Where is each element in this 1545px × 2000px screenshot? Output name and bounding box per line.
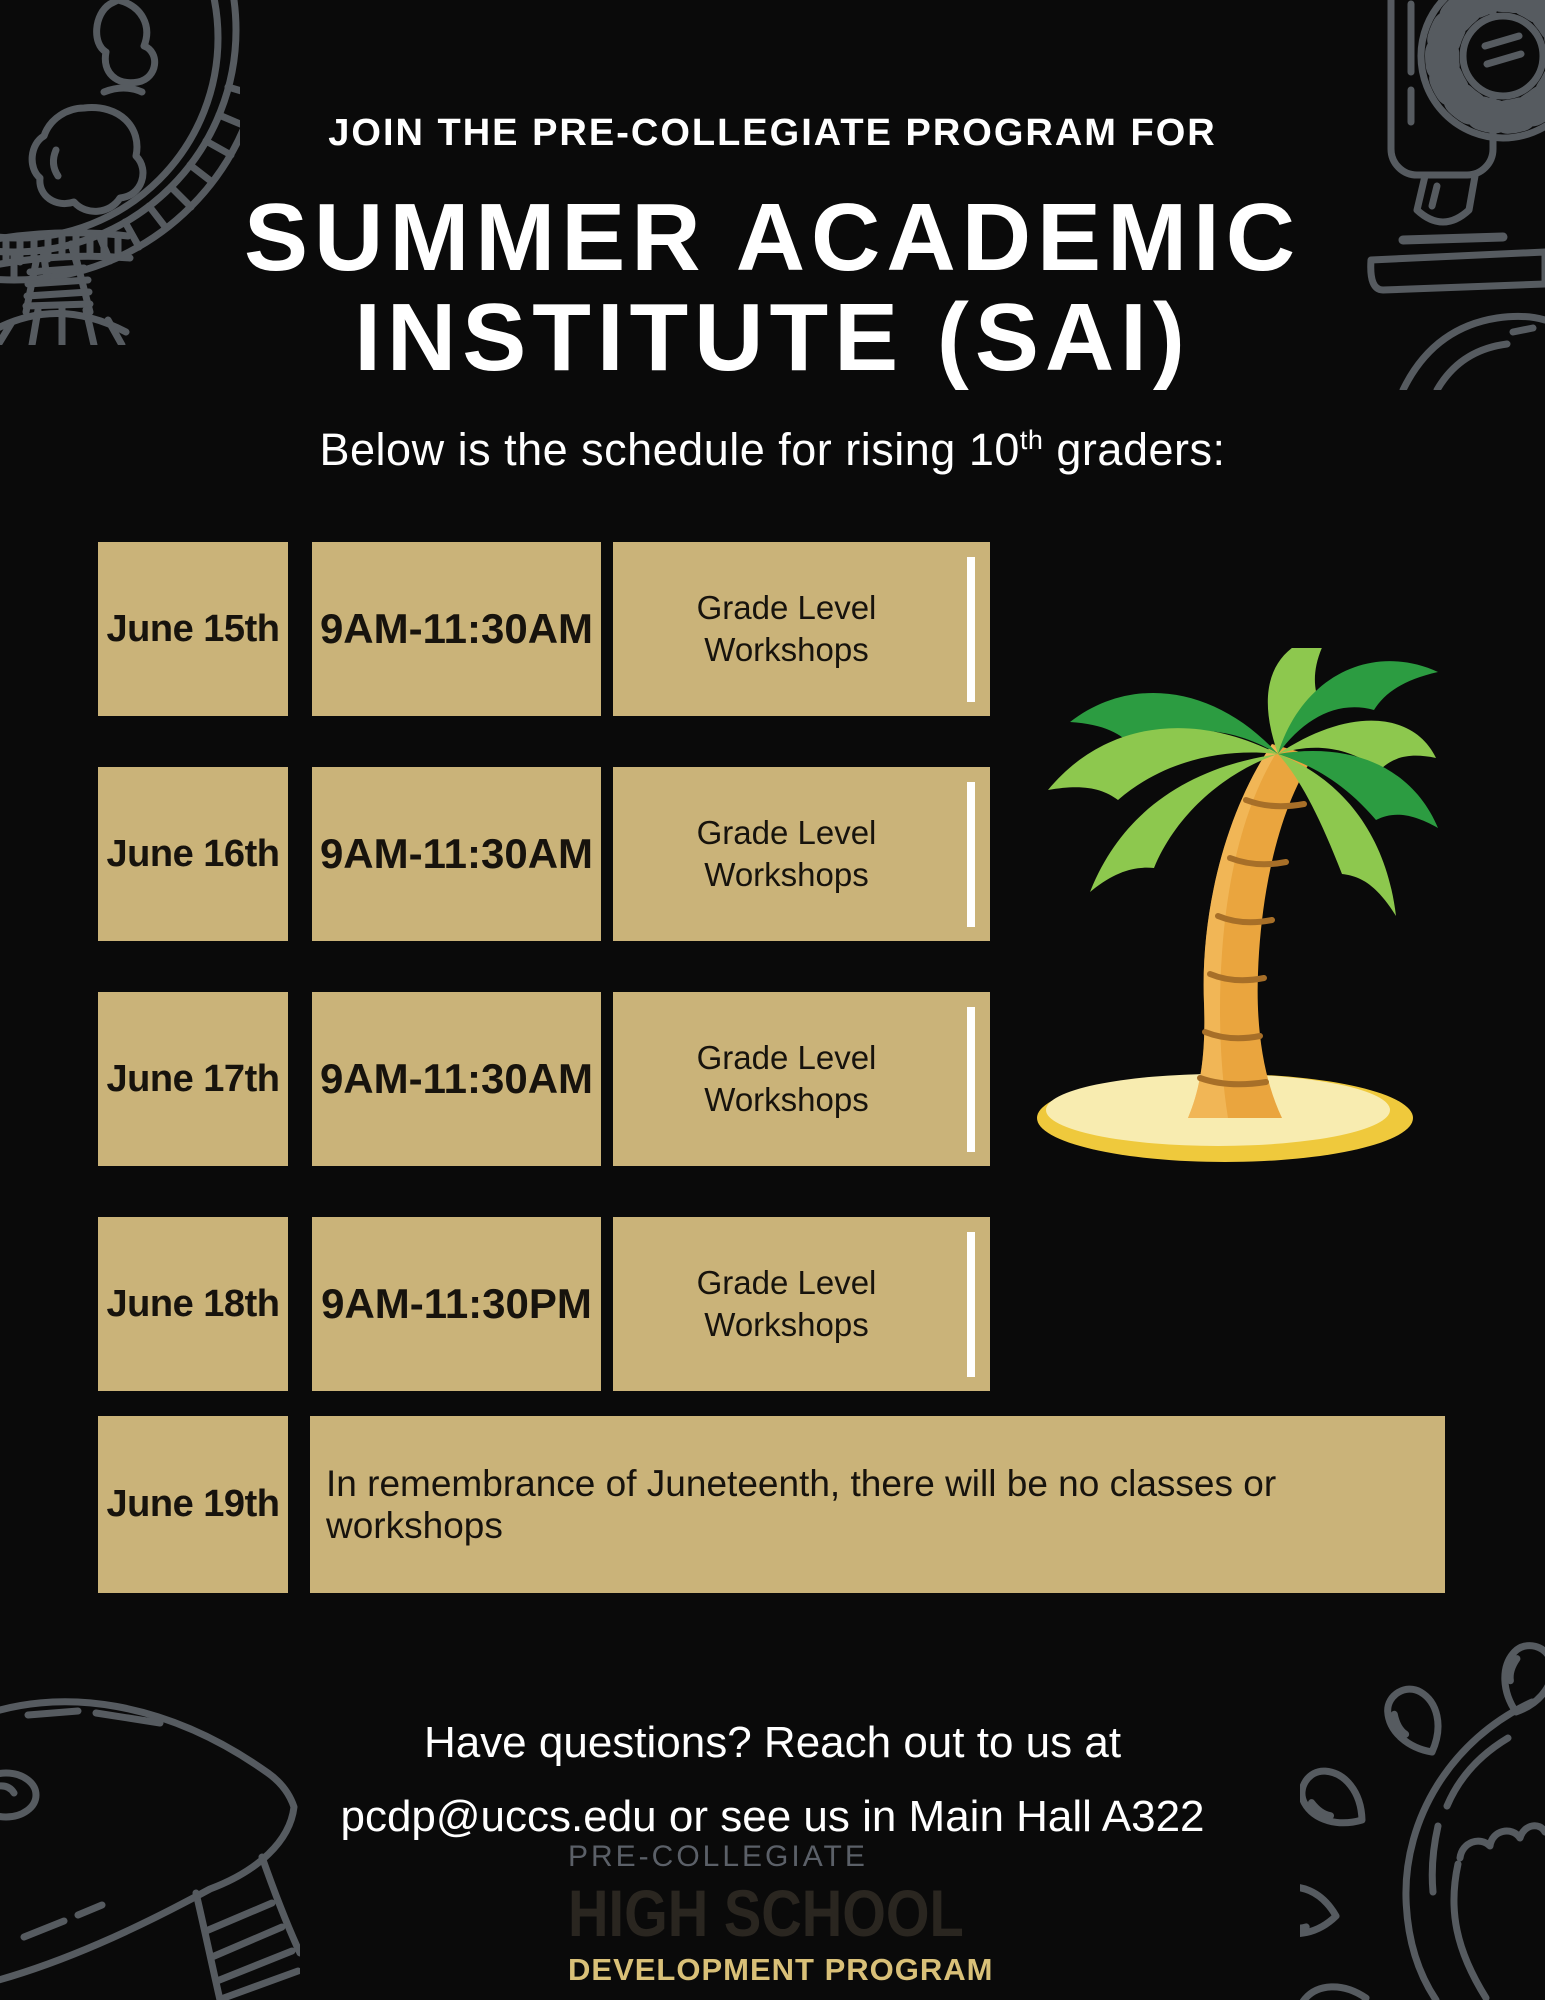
page-title	[0, 184, 1545, 391]
time-cell: 9AM-11:30PM	[312, 1217, 601, 1391]
contact-info	[0, 1706, 1545, 1854]
activity-cell	[613, 992, 990, 1166]
contact-line2: pcdp@uccs.edu or see us in Main Hall A322	[340, 1792, 1205, 1841]
date-cell: June 19th	[98, 1416, 288, 1593]
logo-development-program: DEVELOPMENT PROGRAM	[568, 1952, 994, 1987]
subtitle-superscript: th	[1019, 425, 1044, 455]
time-cell: 9AM-11:30AM	[312, 767, 601, 941]
activity-label: Grade Level Workshops	[696, 814, 877, 893]
divider-bar	[967, 1007, 975, 1152]
date-cell: June 16th	[98, 767, 288, 941]
program-logo	[568, 1840, 1068, 1988]
note-cell: In remembrance of Juneteenth, there will be no classes or workshops	[310, 1416, 1445, 1593]
contact-line1: Have questions? Reach out to us at	[423, 1718, 1122, 1767]
subtitle-suffix: graders:	[1043, 424, 1226, 475]
activity-cell	[613, 1217, 990, 1391]
date-cell: June 17th	[98, 992, 288, 1166]
date-cell: June 18th	[98, 1217, 288, 1391]
kicker-text: JOIN THE PRE-COLLEGIATE PROGRAM FOR	[328, 112, 1217, 154]
divider-bar	[967, 557, 975, 702]
palm-tree-icon	[1020, 648, 1440, 1168]
time-cell: 9AM-11:30AM	[312, 992, 601, 1166]
logo-high-school: HIGH SCHOOL	[568, 1876, 964, 1950]
date-cell: June 15th	[98, 542, 288, 716]
logo-pre-collegiate: PRE-COLLEGIATE	[568, 1840, 868, 1873]
divider-bar	[967, 1232, 975, 1377]
activity-cell	[613, 767, 990, 941]
title-line2: INSTITUTE (SAI)	[354, 284, 1191, 391]
title-line1: SUMMER ACADEMIC	[243, 184, 1302, 291]
activity-label: Grade Level Workshops	[696, 589, 877, 668]
subtitle	[0, 424, 1545, 476]
activity-cell	[613, 542, 990, 716]
activity-label: Grade Level Workshops	[696, 1039, 877, 1118]
divider-bar	[967, 782, 975, 927]
activity-label: Grade Level Workshops	[696, 1264, 877, 1343]
time-cell: 9AM-11:30AM	[312, 542, 601, 716]
subtitle-prefix: Below is the schedule for rising 10	[319, 424, 1020, 475]
